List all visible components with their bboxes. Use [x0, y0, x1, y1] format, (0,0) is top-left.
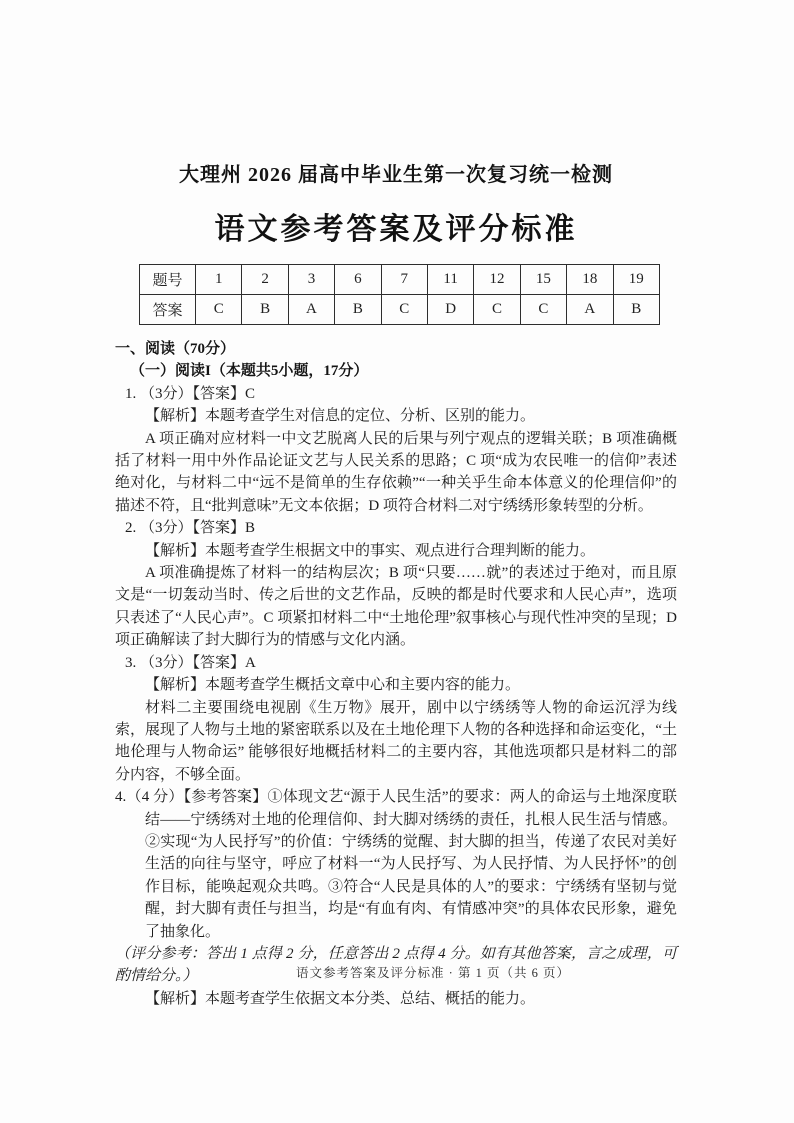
answer-label: 答案: [140, 295, 196, 325]
answer-cell: D: [427, 295, 473, 325]
question-number-cell: 18: [567, 265, 613, 295]
paragraph: 2. （3分）【答案】B: [125, 520, 256, 537]
answer-cell: A: [567, 295, 613, 325]
answer-cell: C: [474, 295, 520, 325]
question-number-cell: 12: [474, 265, 520, 295]
answer-cell: B: [613, 295, 659, 325]
paragraph: 【解析】本题考查学生对信息的定位、分析、区别的能力。: [145, 408, 536, 425]
answer-cell: C: [520, 295, 566, 325]
paragraph: 【解析】本题考查学生依据文本分类、总结、概括的能力。: [145, 990, 536, 1007]
paragraph: （评分参考：答出 1 点得 2 分，任意答出 2 点得 4 分。如有其他答案，言之成理，可酌情给分。）: [115, 945, 677, 985]
paragraph: 材料二主要围绕电视剧《生万物》展开，剧中以宁绣绣等人物的命运沉浮为线索，展现了人物与土地的紧密联系以及在土地伦理下人物的各种选择和命运变化，“土地伦理与人物命运” 能够很好地概括材料二的主要内容，其他选项都只是材料二的部分内容，不够全面。: [115, 699, 677, 783]
paragraph: 【解析】本题考查学生根据文中的事实、观点进行合理判断的能力。: [145, 542, 596, 559]
question-number-label: 题号: [140, 265, 196, 295]
exam-header-title: 大理州 2026 届高中毕业生第一次复习统一检测: [179, 164, 613, 186]
question-number-cell: 2: [242, 265, 288, 295]
answer-table: [139, 264, 660, 325]
question-number-cell: 1: [196, 265, 242, 295]
paragraph: 一、阅读（70分）: [115, 341, 236, 357]
paragraph: A 项正确对应材料一中文艺脱离人民的后果与列宁观点的逻辑关联；B 项准确概括了材料一用中外作品论证文艺与人民关系的思路；C 项“成为农民唯一的信仰”表述绝对化，与材料二中“远不是简单的生存依赖”“一种关乎生命本体意义的伦理信仰”的描述不符，且“批判意味”无文本依据；D 项符合材料二对宁绣绣形象转型的分析。: [115, 430, 677, 514]
answer-cell: B: [242, 295, 288, 325]
paragraph: 【解析】本题考查学生概括文章中心和主要内容的能力。: [145, 677, 521, 694]
table-row: [140, 295, 660, 325]
answer-cell: A: [288, 295, 334, 325]
question-number-cell: 19: [613, 265, 659, 295]
question-number-cell: 11: [427, 265, 473, 295]
question-number-cell: 3: [288, 265, 334, 295]
page-footer: 语文参考答案及评分标准 · 第 1 页（共 6 页）: [296, 966, 570, 980]
answer-body: [115, 338, 677, 1010]
paragraph: （一）阅读I（本题共5小题，17分）: [130, 363, 369, 380]
paragraph: 1. （3分）【答案】C: [125, 385, 256, 402]
answer-cell: C: [196, 295, 242, 325]
question-number-cell: 7: [381, 265, 427, 295]
question-number-cell: 6: [335, 265, 381, 295]
table-row: [140, 265, 660, 295]
page-title: 语文参考答案及评分标准: [214, 213, 578, 246]
answer-cell: B: [335, 295, 381, 325]
paragraph: A 项准确提炼了材料一的结构层次；B 项“只要……就”的表述过于绝对，而且原文是“一切轰动当时、传之后世的文艺作品，反映的都是时代要求和人民心声”，选项只表述了“人民心声”。C 项紧扣材料二中“土地伦理”叙事核心与现代性冲突的呈现；D 项正确解读了封大脚行为的情感与文化内涵。: [115, 565, 677, 649]
paragraph: 4.（4 分）【参考答案】①体现文艺“源于人民生活”的要求：两人的命运与土地深度联结——宁绣绣对土地的伦理信仰、封大脚对绣绣的责任，扎根人民生活与情感。②实现“为人民抒写”的价值：宁绣绣的觉醒、封大脚的担当，传递了农民对美好生活的向往与坚守，呼应了材料一“为人民抒写、为人民抒情、为人民抒怀”的创作目标，能唤起观众共鸣。③符合“人民是具体的人”的要求：宁绣绣有坚韧与觉醒，封大脚有责任与担当，均是“有血有肉、有情感冲突”的具体农民形象，避免了抽象化。: [115, 789, 677, 940]
question-number-cell: 15: [520, 265, 566, 295]
document-content: [115, 158, 677, 1010]
paragraph: 3. （3分）【答案】A: [125, 654, 256, 671]
answer-cell: C: [381, 295, 427, 325]
